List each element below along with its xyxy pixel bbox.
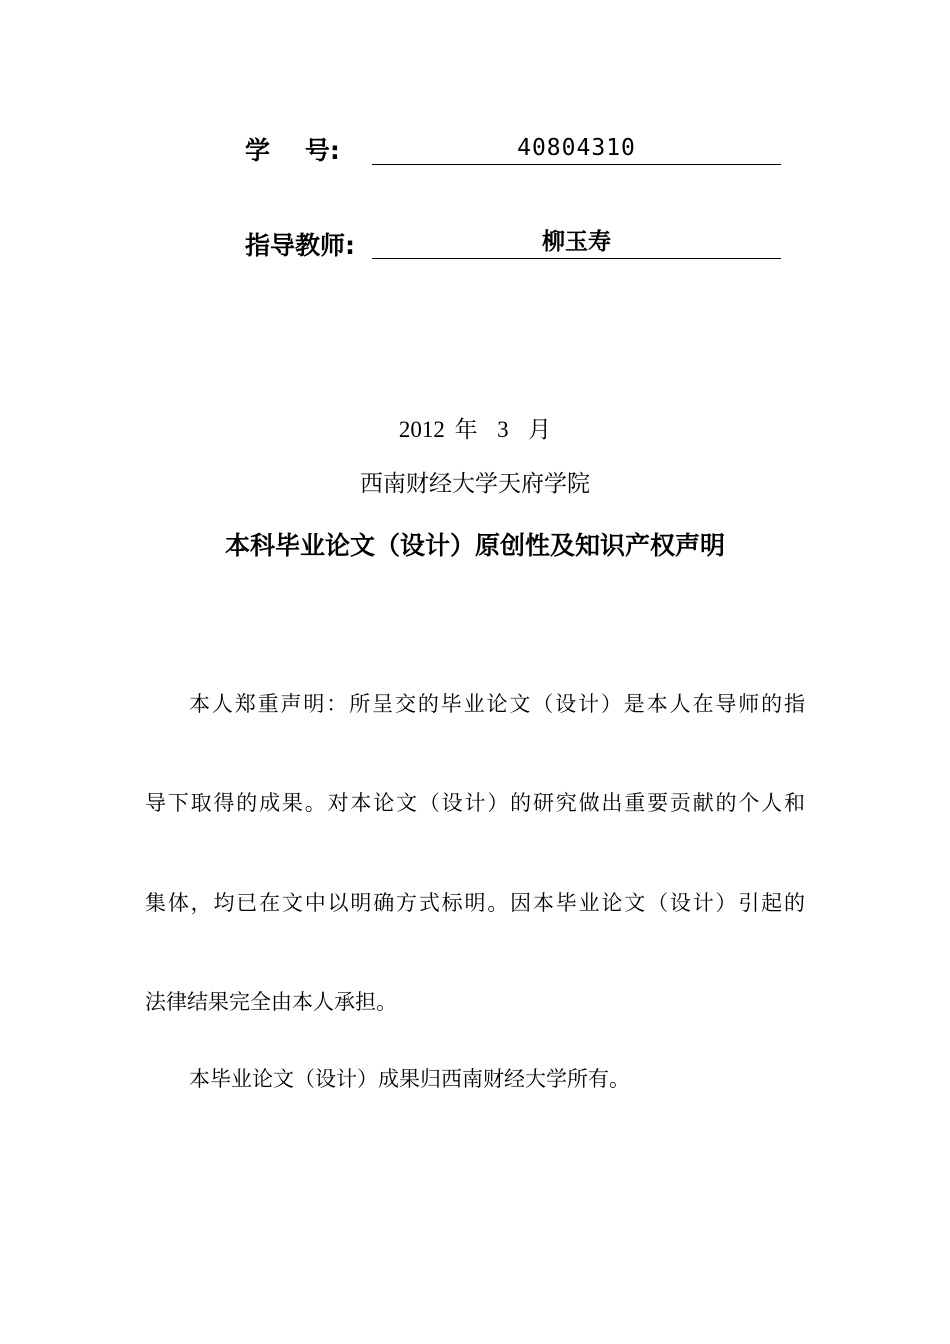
paragraph1-line-4: 法律结果完全由本人承担。	[145, 990, 397, 1014]
declaration-title: 本科毕业论文（设计）原创性及知识产权声明	[224, 531, 725, 560]
paragraph1-line-2: 导下取得的成果。对本论文（设计）的研究做出重要贡献的个人和	[145, 791, 805, 815]
school-name: 西南财经大学天府学院	[360, 471, 590, 497]
advisor-value: 柳玉寿	[372, 228, 781, 259]
advisor-label: 指导教师:	[245, 231, 355, 260]
paragraph1-line-1: 本人郑重声明：所呈交的毕业论文（设计）是本人在导师的指	[189, 692, 805, 716]
student-id-value: 40804310	[372, 134, 781, 165]
date-line: 2012 年 3 月	[398, 417, 552, 442]
paragraph1-line-3: 集体，均已在文中以明确方式标明。因本毕业论文（设计）引起的	[145, 891, 805, 915]
student-id-label: 学 号:	[245, 136, 340, 165]
paragraph2: 本毕业论文（设计）成果归西南财经大学所有。	[189, 1067, 630, 1091]
